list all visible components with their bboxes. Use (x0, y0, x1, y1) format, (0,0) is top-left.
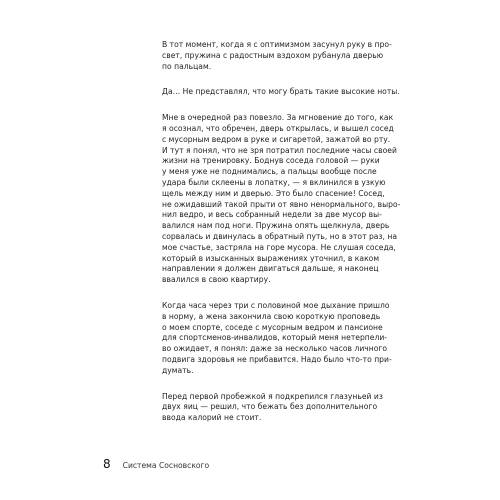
text-line: думать. (162, 365, 194, 375)
paragraph (162, 300, 392, 377)
text-line: не ожидавший такой прыти от явно ненормального, выро- (162, 199, 401, 209)
text-line: я осознал, что обречен, дверь открылась, и вышел сосед (162, 123, 394, 133)
text-line: направлении я должен двигаться дальше, я наконец (162, 264, 379, 274)
paragraph (162, 391, 383, 424)
text-line: у меня уже не поднимались, а пальцы вообще после (162, 167, 377, 177)
text-line: по пальцам. (162, 61, 212, 71)
text-line: который в изысканных выражениях уточнил, в каком (162, 253, 380, 263)
paragraph (162, 40, 392, 72)
text-line: ввода калорий не стоит. (162, 413, 262, 423)
paragraph (162, 113, 401, 286)
text-line: в норму, а жена закончила свою короткую проповедь (162, 311, 381, 321)
page-number: 8 (103, 457, 111, 471)
text-column (162, 40, 401, 439)
page-footer (103, 457, 209, 471)
text-line: Перед первой пробежкой я подкрепился глазуньей из (162, 391, 383, 401)
text-line: В тот момент, когда я с оптимизмом засунул руку в про- (162, 40, 392, 49)
running-title: Система Сосновского (122, 461, 210, 470)
text-line: Когда часа через три с половиной мое дыхание пришло (162, 300, 390, 310)
text-line: нил ведро, и весь собранный недели за две мусор вы- (162, 210, 382, 220)
text-line: ввалился в свою квартиру. (162, 275, 271, 285)
text-line: с мусорным ведром в руке и сигаретой, зажатой во рту. (162, 134, 391, 144)
text-line: Мне в очередной раз повезло. За мгновение до того, как (162, 113, 394, 123)
text-line: мое счастье, застряла на горе мусора. Не слушая соседа, (162, 242, 396, 252)
text-line: свет, пружина с радостным вздохом рубанула дверью (162, 50, 384, 60)
text-line: подвига здоровья не прибавится. Надо было что-то при- (162, 354, 392, 364)
text-line: валился нам под ноги. Пружина опять щелкнула, дверь (162, 221, 390, 231)
paragraph (162, 87, 400, 98)
text-line: во ожидает, я понял: даже за несколько часов личного (162, 344, 388, 354)
text-line: И тут я понял, что не зря потратил последние часы своей (162, 145, 397, 155)
text-line: удара были склеены в лопатку, — я вклинился в узкую (162, 177, 386, 187)
text-line: щель между ним и дверью. Это было спасение! Сосед, (162, 188, 385, 198)
text-line: для спортсменов-инвалидов, который меня нетерпели- (162, 333, 388, 343)
text-line: Да… Не представлял, что могу брать такие высокие ноты. (162, 87, 400, 97)
text-line: сорвалась и двинулась в обратный путь, но в этот раз, на (162, 231, 398, 241)
text-line: о моем спорте, соседе с мусорным ведром и пансионе (162, 322, 383, 332)
text-line: жизни на тренировку. Боднув соседа головой — руки (162, 156, 380, 166)
text-line: двух яиц — решил, что бежать без дополнительного (162, 402, 378, 412)
